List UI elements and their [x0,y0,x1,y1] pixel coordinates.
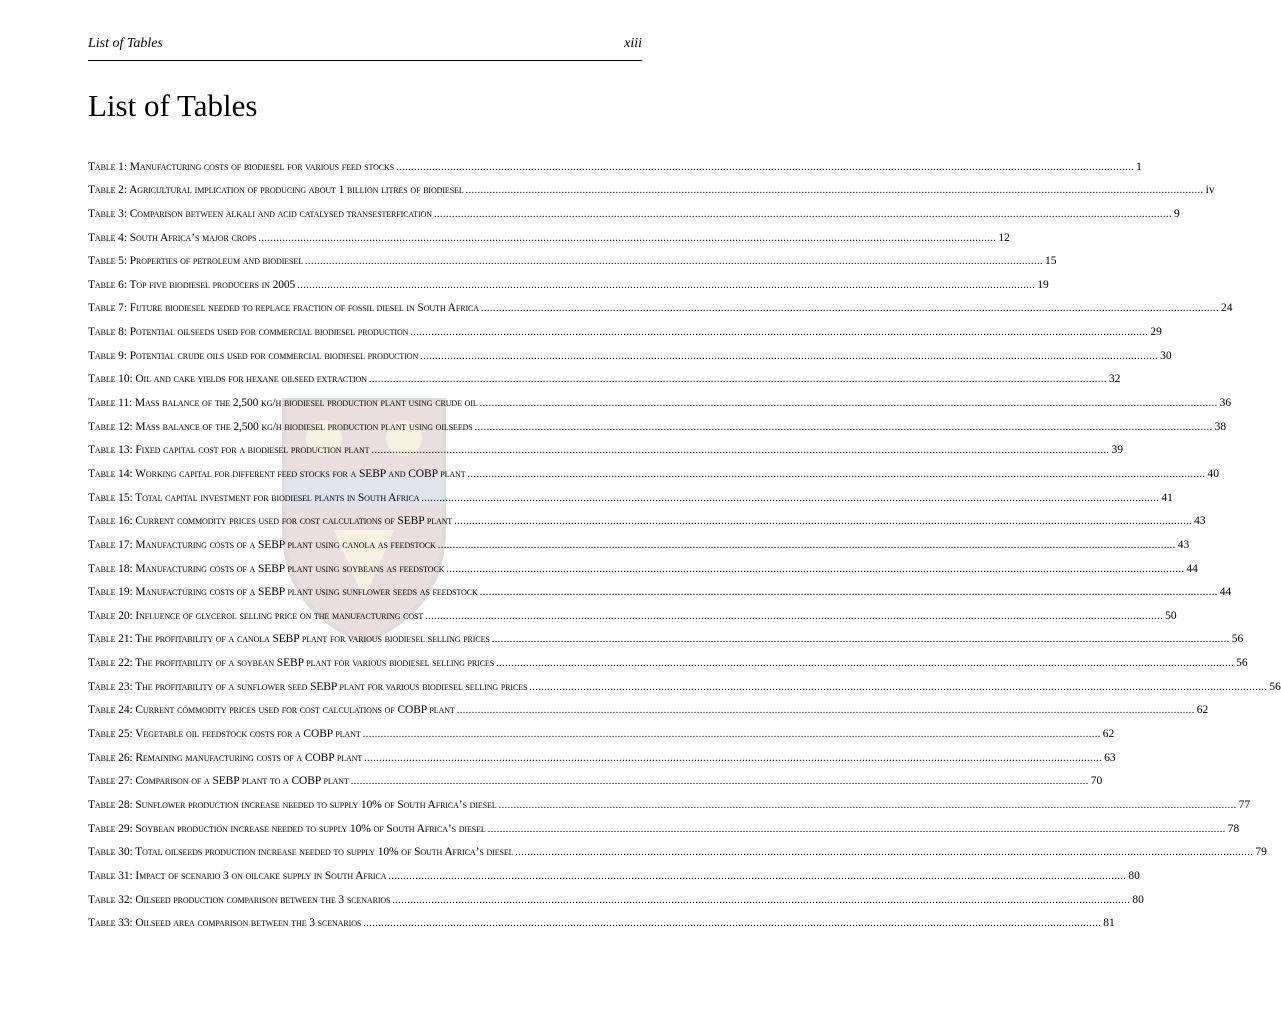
table-entry[interactable] [88,315,1162,339]
dot-leader [410,325,1148,339]
table-entry[interactable] [88,836,1267,860]
table-entry-page-number: 38 [1214,420,1227,433]
dot-leader [371,443,1109,457]
dot-leader [351,774,1089,788]
dot-leader [492,632,1230,646]
table-entry-page-number: 12 [998,231,1010,244]
dot-leader [496,656,1234,670]
table-entry[interactable] [88,883,1144,907]
table-entry[interactable] [88,197,1180,221]
table-entry-page-number: 77 [1238,798,1251,811]
table-entry-label: Table 31: Impact of scenario 3 on oilcake supply in South Africa [88,869,387,882]
table-entry-label: Table 20: Influence of glycerol selling price on the manufacturing cost [88,609,424,622]
dot-leader [425,609,1163,623]
table-entry-page-number: 44 [1186,562,1198,575]
table-entry[interactable] [88,174,1215,198]
table-entry[interactable] [88,339,1172,363]
dot-leader [392,893,1130,907]
dot-leader [446,562,1184,576]
table-entry[interactable] [88,457,1220,481]
table-entry-page-number: 44 [1219,586,1232,599]
table-entry-page-number: 43 [1194,515,1206,528]
table-entry-label: Table 27: Comparison of a SEBP plant to a COBP plant [88,775,349,788]
table-entry-label: Table 3: Comparison between alkali and acid catalysed transesterfication [88,207,432,220]
table-entry[interactable] [88,670,1281,694]
dot-leader [457,703,1195,717]
table-entry-page-number: 41 [1161,491,1173,504]
running-header [88,36,642,56]
table-entry[interactable] [88,292,1233,316]
table-entry-label: Table 4: South Africa’s major crops [88,231,257,244]
table-entry-page-number: 15 [1044,255,1057,268]
dot-leader [258,231,996,245]
table-entry-page-number: 81 [1103,917,1115,930]
table-entry-page-number: iv [1205,184,1215,197]
table-entry-page-number: 70 [1090,775,1103,788]
table-entry-label: Table 19: Manufacturing costs of a SEBP plant using sunflower seeds as feedstock [88,586,478,599]
table-entry[interactable] [88,576,1232,600]
table-entry-label: Table 32: Oilseed production comparison between the 3 scenarios [88,893,391,906]
table-entry-label: Table 23: The profitability of a sunflower seed SEBP plant for various biodiesel selling prices [88,680,528,693]
dot-leader [481,301,1219,315]
table-entry-label: Table 16: Current commodity prices used for cost calculations of SEBP plant [88,515,453,528]
table-entry-label: Table 33: Oilseed area comparison between the 3 scenarios [88,917,362,930]
table-entry[interactable] [88,386,1232,410]
dot-leader [438,538,1176,552]
table-entry[interactable] [88,528,1190,552]
dot-leader [363,916,1101,930]
table-entry[interactable] [88,907,1115,931]
table-entry-page-number: 56 [1269,680,1281,693]
dot-leader [363,727,1101,741]
table-entry-label: Table 6: Top five biodiesel producers in 2005 [88,278,296,291]
table-entry-page-number: 80 [1132,893,1144,906]
dot-leader [480,396,1218,410]
table-entry-label: Table 13: Fixed capital cost for a biodiesel production plant [88,444,370,457]
dot-leader [529,680,1267,694]
table-entry-page-number: 1 [1136,160,1142,173]
table-entry[interactable] [88,859,1140,883]
table-entry[interactable] [88,765,1103,789]
table-entry-label: Table 15: Total capital investment for biodiesel plants in South Africa [88,491,420,504]
dot-leader [305,254,1043,268]
table-entry[interactable] [88,410,1227,434]
table-entry[interactable] [88,245,1057,269]
dot-leader [475,420,1213,434]
table-entry-page-number: 39 [1111,444,1123,457]
table-entry[interactable] [88,599,1177,623]
table-entry-label: Table 7: Future biodiesel needed to replace fraction of fossil diesel in South Africa [88,302,479,315]
table-entry-page-number: 9 [1173,207,1180,220]
table-entry-label: Table 2: Agricultural implication of producing about 1 billion litres of biodiesel [88,184,464,197]
table-entry-page-number: 36 [1219,397,1232,410]
table-entry-label: Table 18: Manufacturing costs of a SEBP plant using soybeans as feedstock [88,562,445,575]
page-title: List of Tables [88,88,258,123]
table-entry-page-number: 40 [1207,467,1220,480]
table-entry[interactable] [88,505,1206,529]
table-entry-page-number: 62 [1196,704,1209,717]
table-entry[interactable] [88,812,1240,836]
dot-leader [466,183,1204,197]
header-divider [88,60,642,61]
table-entry[interactable] [88,717,1115,741]
table-entry[interactable] [88,268,1049,292]
table-entry-page-number: 29 [1150,326,1162,339]
table-entry-page-number: 50 [1165,609,1177,622]
table-entry-page-number: 43 [1177,538,1190,551]
table-entry-label: Table 26: Remaining manufacturing costs of a COBP plant [88,751,363,764]
table-entry-label: Table 28: Sunflower production increase needed to supply 10% of South Africa’s diesel [88,798,497,811]
table-entry[interactable] [88,363,1121,387]
table-entry-page-number: 80 [1128,869,1140,882]
table-entry-page-number: 24 [1220,302,1233,315]
dot-leader [369,372,1107,386]
table-entry-label: Table 17: Manufacturing costs of a SEBP plant using canola as feedstock [88,538,436,551]
table-entry[interactable] [88,481,1173,505]
table-entry-label: Table 22: The profitability of a soybean SEBP plant for various biodiesel selling prices [88,657,495,670]
table-entry-label: Table 24: Current commodity prices used for cost calculations of COBP plant [88,704,455,717]
table-entry-label: Table 21: The profitability of a canola SEBP plant for various biodiesel selling prices [88,633,490,646]
table-entry[interactable] [88,694,1209,718]
page-number-roman: xiii [624,36,642,51]
table-entry[interactable] [88,788,1251,812]
list-of-tables [88,150,1281,930]
table-entry-label: Table 30: Total oilseeds production increase needed to supply 10% of South Africa’s diesel [88,846,514,859]
table-entry-page-number: 56 [1236,657,1248,670]
table-entry-page-number: 79 [1255,846,1267,859]
dot-leader [420,349,1158,363]
table-entry[interactable] [88,434,1123,458]
dot-leader [515,845,1253,859]
dot-leader [488,822,1226,836]
table-entry-page-number: 30 [1160,349,1172,362]
dot-leader [364,751,1102,765]
table-entry[interactable] [88,623,1244,647]
dot-leader [468,467,1206,481]
dot-leader [396,160,1134,174]
table-entry-page-number: 56 [1231,633,1244,646]
table-entry-label: Table 8: Potential oilseeds used for commercial biodiesel production [88,326,409,339]
dot-leader [499,798,1237,812]
table-entry-page-number: 78 [1227,822,1240,835]
dot-leader [454,514,1192,528]
table-entry[interactable] [88,741,1116,765]
dot-leader [297,278,1035,292]
table-entry-page-number: 32 [1108,373,1121,386]
table-entry-label: Table 14: Working capital for different feed stocks for a SEBP and COBP plant [88,467,466,480]
table-entry[interactable] [88,646,1248,670]
table-entry-label: Table 11: Mass balance of the 2,500 kg/h biodiesel production plant using crude oil [88,397,478,410]
table-entry-label: Table 12: Mass balance of the 2,500 kg/h biodiesel production plant using oilseeds [88,420,473,433]
dot-leader [388,869,1126,883]
table-entry-page-number: 19 [1037,278,1049,291]
dot-leader [434,207,1172,221]
dot-leader [421,491,1159,505]
table-entry[interactable] [88,552,1198,576]
table-entry-label: Table 1: Manufacturing costs of biodiesel for various feed stocks [88,160,395,173]
table-entry[interactable] [88,221,1010,245]
table-entry-label: Table 29: Soybean production increase needed to supply 10% of South Africa’s diesel [88,822,486,835]
table-entry-label: Table 5: Properties of petroleum and biodiesel [88,255,303,268]
table-entry-page-number: 63 [1104,751,1116,764]
table-entry-page-number: 62 [1102,728,1115,741]
table-entry[interactable] [88,150,1142,174]
dot-leader [480,585,1218,599]
table-entry-label: Table 25: Vegetable oil feedstock costs for a COBP plant [88,728,361,741]
table-entry-label: Table 9: Potential crude oils used for commercial biodiesel production [88,349,419,362]
table-entry-label: Table 10: Oil and cake yields for hexane oilseed extraction [88,373,367,386]
running-header-title: List of Tables [88,36,163,51]
